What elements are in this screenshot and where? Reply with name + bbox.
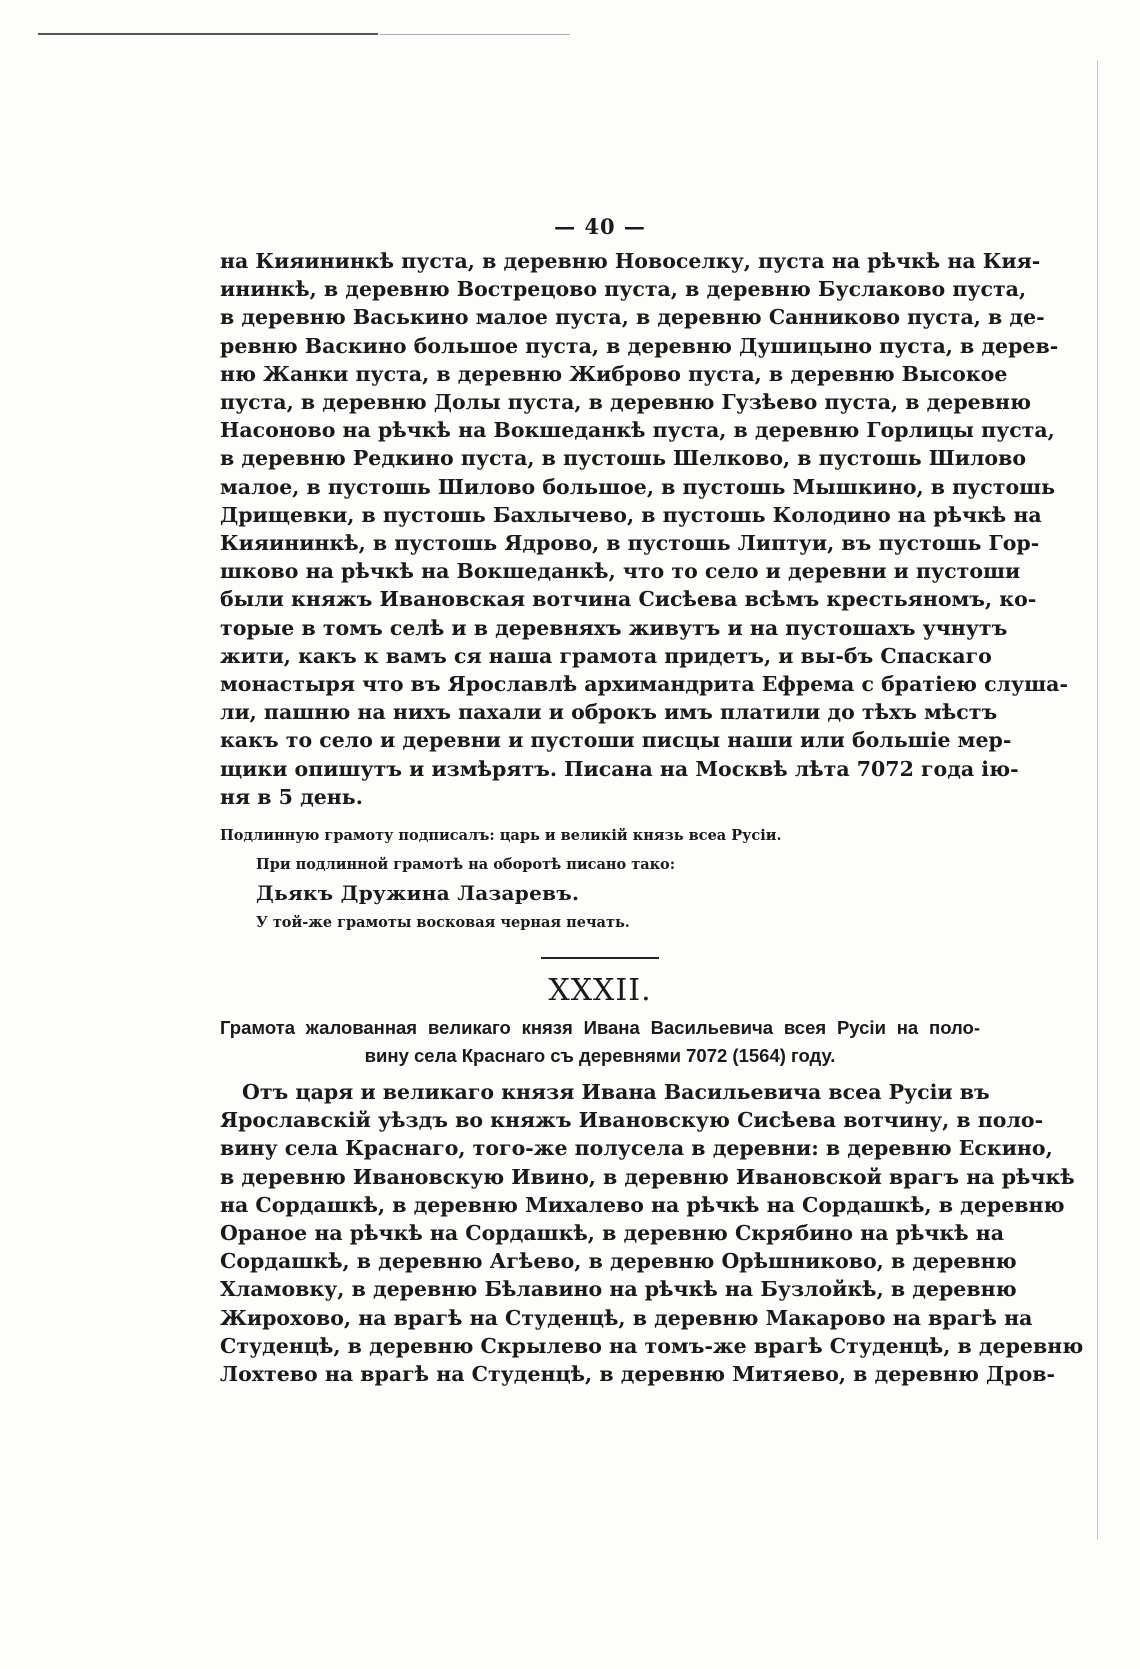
text-line: Сордашкѣ, в деревню Агѣево, в деревню Орѣшниково, в деревню [220, 1249, 1017, 1274]
text-line: на Сордашкѣ, в деревню Михалево на рѣчкѣ на Сордашкѣ, в деревню [220, 1192, 1065, 1217]
page-number: — 40 — [554, 214, 646, 239]
paragraph-2 [220, 1078, 1084, 1388]
text-line: шково на рѣчкѣ на Вокшеданкѣ, что то село и деревни и пустоши [220, 559, 1021, 584]
text-line: торые в томъ селѣ и в деревняхъ живутъ и на пустошахъ учнутъ [220, 615, 1008, 640]
text-line: ли, пашню на нихъ пахали и оброкъ имъ платили до тѣхъ мѣстъ [220, 700, 998, 725]
paragraph-1 [220, 247, 1068, 811]
heading-line: Грамота жалованная великаго князя Ивана Васильевича всея Русіи на поло- [220, 1017, 980, 1039]
note-seal: У той-же грамоты восковая черная печать. [256, 914, 630, 932]
scan-edge-right [1097, 60, 1098, 1540]
text-line: ревню Васкино большое пуста, в деревню Душицыно пуста, в дерев- [220, 333, 1059, 358]
section-heading [220, 1014, 980, 1070]
text-line: ня в 5 день. [220, 784, 363, 809]
text-line: вину села Краснаго, того-же полусела в деревни: в деревню Ескино, [220, 1136, 1053, 1161]
heading-line: вину села Краснаго съ деревнями 7072 (1564) году. [364, 1045, 836, 1067]
text-line: Отъ царя и великаго князя Ивана Васильевича всеа Русіи въ [242, 1080, 990, 1105]
text-line: в деревню Васькино малое пуста, в деревню Санниково пуста, в де- [220, 305, 1045, 330]
scan-edge-top [38, 33, 378, 35]
text-line: монастыря что въ Ярославлѣ архимандрита Ефрема с братіею слуша- [220, 672, 1068, 697]
text-line: жити, какъ к вамъ ся наша грамота придетъ, и вы-бъ Спаскаго [220, 643, 992, 668]
section-number: XXXII. [548, 973, 652, 1009]
text-line: Дрищевки, в пустошь Бахлычево, в пустошь Колодино на рѣчкѣ на [220, 502, 1042, 527]
text-line: Студенцѣ, в деревню Скрылево на томъ-же врагѣ Студенцѣ, в деревню [220, 1333, 1084, 1358]
text-line: на Кияининкѣ пуста, в деревню Новоселку, пуста на рѣчкѣ на Кия- [220, 249, 1041, 273]
text-line: в деревню Ивановскую Ивино, в деревню Ивановской врагъ на рѣчкѣ [220, 1164, 1075, 1189]
note-clerk: Дьякъ Дружина Лазаревъ. [256, 881, 580, 906]
text-line: Ораное на рѣчкѣ на Сордашкѣ, в деревню Скрябино на рѣчкѣ на [220, 1221, 1005, 1246]
section-divider [541, 957, 659, 959]
text-line: ню Жанки пуста, в деревню Жиброво пуста, в деревню Высокое [220, 361, 1008, 386]
text-line: Кияининкѣ, в пустошь Ядрово, в пустошь Липтуи, въ пустошь Гор- [220, 531, 1040, 556]
text-line: малое, в пустошь Шилово большое, в пустошь Мышкино, в пустошь [220, 474, 1056, 499]
text-line: ининкѣ, в деревню Вострецово пуста, в деревню Буслаково пуста, [220, 277, 1027, 302]
document-notes [220, 821, 980, 937]
text-line: Лохтево на врагѣ на Студенцѣ, в деревню Митяево, в деревню Дров- [220, 1362, 1056, 1387]
text-line: пуста, в деревню Долы пуста, в деревню Гузѣево пуста, в деревню [220, 390, 1031, 415]
text-line: Жирохово, на врагѣ на Студенцѣ, в деревню Макарово на врагѣ на [220, 1305, 1033, 1330]
document-page [220, 214, 1084, 1388]
text-line: Ярославскій уѣздъ во княжъ Ивановскую Сисѣева вотчину, в поло- [220, 1108, 1044, 1133]
note-reverse: При подлинной грамотѣ на оборотѣ писано тако: [256, 856, 676, 874]
text-line: щики опишутъ и измѣрятъ. Писана на Москвѣ лѣта 7072 года ію- [220, 756, 1019, 781]
text-line: Насоново на рѣчкѣ на Вокшеданкѣ пуста, в деревню Горлицы пуста, [220, 418, 1055, 443]
text-line: Хламовку, в деревню Бѣлавино на рѣчкѣ на Бузлойкѣ, в деревню [220, 1277, 1017, 1302]
text-line: в деревню Редкино пуста, в пустошь Шелково, в пустошь Шилово [220, 446, 1026, 471]
note-signed: Подлинную грамоту подписалъ: царь и великій князь всеа Русіи. [220, 827, 782, 845]
scan-edge-top-faint [380, 34, 570, 35]
text-line: были княжъ Ивановская вотчина Сисѣева всѣмъ крестьяномъ, ко- [220, 587, 1037, 612]
text-line: какъ то село и деревни и пустоши писцы наши или большіе мер- [220, 728, 1012, 753]
